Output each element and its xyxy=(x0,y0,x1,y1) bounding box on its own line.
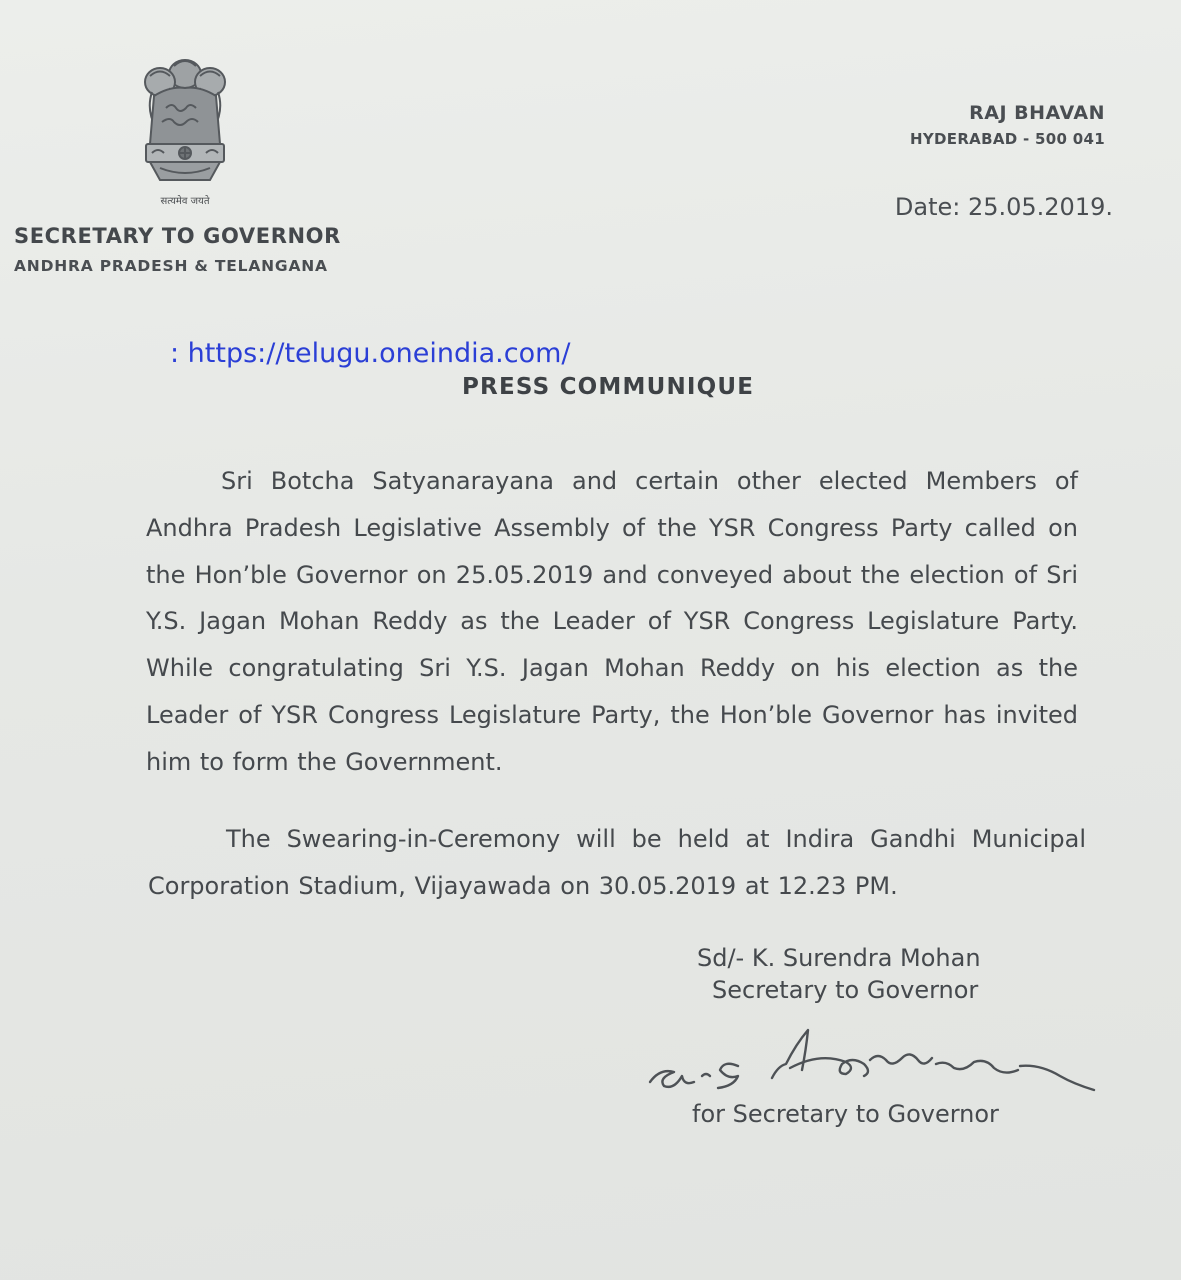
national-emblem-icon xyxy=(130,52,240,202)
document-date: Date: 25.05.2019. xyxy=(894,193,1113,221)
handwritten-signature xyxy=(640,1020,1110,1100)
address-line-1: RAJ BHAVAN xyxy=(969,102,1105,124)
watermark-url: : https://telugu.oneindia.com/ xyxy=(170,338,571,369)
emblem-motto: सत्यमेव जयते xyxy=(160,196,210,207)
signatory-name: Sd/- K. Surendra Mohan xyxy=(697,944,981,972)
document-heading: PRESS COMMUNIQUE xyxy=(462,374,755,400)
body-paragraph-1: Sri Botcha Satyanarayana and certain other elected Members of Andhra Pradesh Legislative Assembly of the YSR Congress Party called on the Hon’ble Governor on 25.05.2019 and conveyed about the election of Sri Y.S. Jagan Mohan Reddy as the Leader of YSR Congress Legislature Party. While congratulating Sri Y.S. Jagan Mohan Reddy on his election as the Leader of YSR Congress Legislature Party, the Hon’ble Governor has invited him to form the Government. xyxy=(146,467,1078,776)
signoff-for-line: for Secretary to Governor xyxy=(692,1100,999,1128)
office-subtitle: ANDHRA PRADESH & TELANGANA xyxy=(14,257,328,275)
body-paragraph-2: The Swearing-in-Ceremony will be held at Indira Gandhi Municipal Corporation Stadium, Vijayawada on 30.05.2019 at 12.23 PM. xyxy=(148,825,1086,900)
office-title: SECRETARY TO GOVERNOR xyxy=(14,224,341,248)
address-line-2: HYDERABAD - 500 041 xyxy=(910,130,1105,148)
signatory-designation: Secretary to Governor xyxy=(712,976,979,1004)
